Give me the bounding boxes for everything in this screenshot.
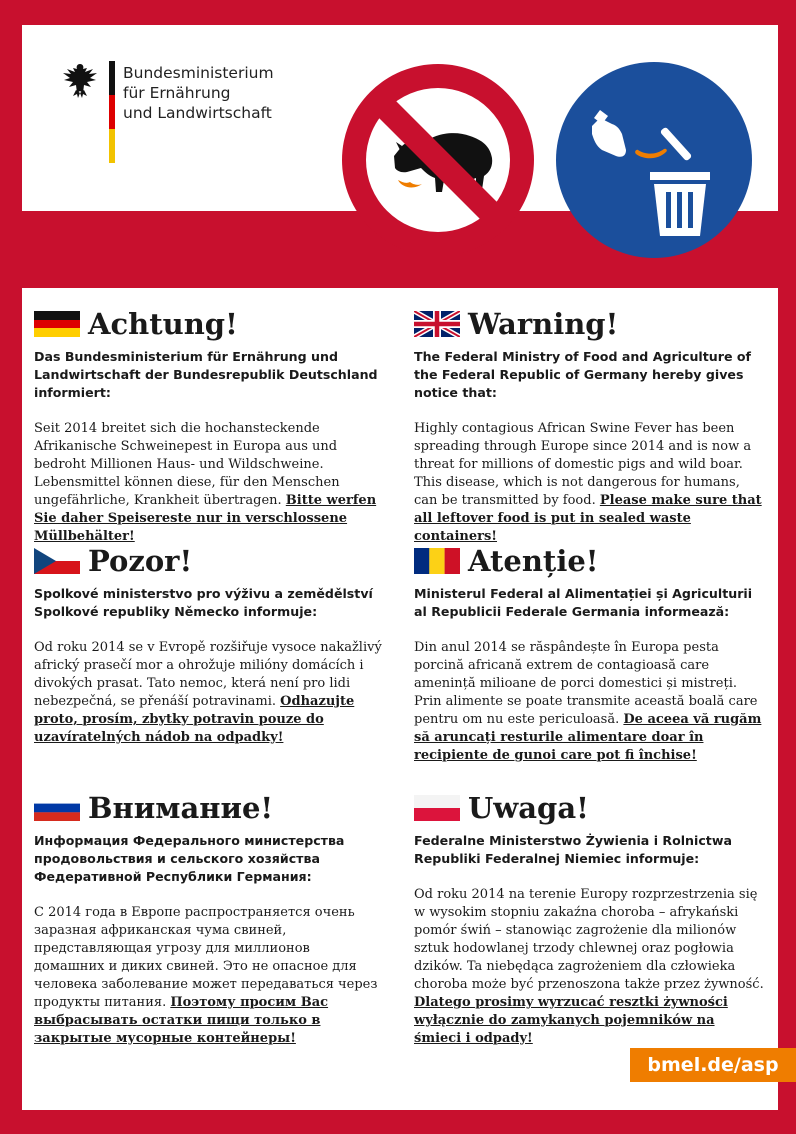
section-subtitle: Federalne Ministerstwo Żywienia i Rolnictwa Republiki Federalnej Niemiec informuje: (414, 833, 732, 866)
section-body: Od roku 2014 se v Evropě rozšiřuje vysoce nakažlivý africký prasečí mor a ohrožuje milióny domácích i divokých prasat. Tato nemoc, která není pro lidi nebezpečná, se přenáší potravinami. Odhazujte proto, prosím, zbytky potravin pouze do uzavíratelných nádob na odpadky! (34, 640, 382, 745)
section-emphasis: Поэтому просим Вас выбрасывать остатки пищи только в закрытые мусорные контейнеры! (34, 995, 329, 1046)
section-subtitle: Spolkové ministerstvo pro výživu a zemědělství Spolkové republiky Německo informuje: (34, 586, 373, 619)
section-title: Achtung! (88, 307, 238, 341)
flag-poland-icon (414, 795, 460, 821)
section-subtitle: Das Bundesministerium für Ernährung und Landwirtschaft der Bundesrepublik Deutschland informiert: (34, 349, 378, 400)
section-russian (34, 788, 384, 1048)
section-body: С 2014 года в Европе распространяется очень заразная африканская чума свиней, представляющая угрозу для миллионов домашних и диких свиней. Это не опасное для человека заболевание может передаваться через продукты питания. Поэтому просим Вас выбрасывать остатки пищи только в закрытые мусорные контейнеры! (34, 905, 378, 1046)
section-subtitle: Ministerul Federal al Alimentației și Agriculturii al Republicii Federale Germania informează: (414, 586, 753, 619)
section-emphasis: Dlatego prosimy wyrzucać resztki żywności wyłącznie do zamykanych pojemników na śmieci i odpady! (414, 995, 728, 1046)
ministry-line-1: Bundesministerium (123, 64, 274, 82)
waste-bin-sign-icon (556, 62, 752, 258)
section-emphasis: Bitte werfen Sie daher Speisereste nur in verschlossene Müllbehälter! (34, 493, 377, 544)
section-title: Atenție! (468, 544, 599, 578)
section-body: Din anul 2014 se răspândește în Europa pesta porcină africană extrem de contagioasă care amenință milioane de porci domestici și mistreți. Prin alimente se poate transmite această boală care pentru om nu este periculoasă. De aceea vă rugăm să aruncați resturile alimentare doar în recipiente de gunoi care pot fi închise! (414, 640, 762, 763)
ministry-name (123, 63, 274, 123)
section-title: Внимание! (88, 791, 274, 825)
no-boar-feeding-sign-icon (342, 64, 534, 256)
ministry-line-3: und Landwirtschaft (123, 104, 272, 122)
flag-czech-icon (34, 548, 80, 574)
section-czech (34, 541, 384, 747)
section-english (414, 304, 764, 546)
flag-germany-icon (34, 311, 80, 337)
section-german (34, 304, 384, 546)
section-emphasis: Odhazujte proto, prosím, zbytky potravin pouze do uzavíratelných nádob na odpadky! (34, 694, 355, 745)
flag-romania-icon (414, 548, 460, 574)
ministry-line-2: für Ernährung (123, 84, 231, 102)
website-link[interactable]: bmel.de/asp (630, 1048, 796, 1082)
german-color-bar (109, 61, 115, 163)
section-title: Warning! (468, 307, 619, 341)
flag-russia-icon (34, 795, 80, 821)
section-romanian (414, 541, 764, 765)
section-emphasis: De aceea vă rugăm să aruncați resturile alimentare doar în recipiente de gunoi care pot fi închise! (414, 712, 762, 763)
section-title: Pozor! (88, 544, 193, 578)
section-title: Uwaga! (468, 791, 589, 825)
section-emphasis: Please make sure that all leftover food is put in sealed waste containers! (414, 493, 762, 544)
section-body: Od roku 2014 na terenie Europy rozprzestrzenia się w wysokim stopniu zakaźna choroba – afrykański pomór świń – stanowiąc zagrożenie dla milionów sztuk hodowlanej trzody chlewnej oraz pogłowia dzików. Ta niebędąca zagrożeniem dla człowieka choroba może być przenoszona także przez żywność. Dlatego prosimy wyrzucać resztki żywności wyłącznie do zamykanych pojemników na śmieci i odpady! (414, 887, 764, 1046)
section-subtitle: The Federal Ministry of Food and Agriculture of the Federal Republic of Germany hereby gives notice that: (414, 349, 751, 400)
section-subtitle: Информация Федерального министерства продовольствия и сельского хозяйства Федеративной Республики Германия: (34, 833, 345, 884)
section-body: Seit 2014 breitet sich die hochansteckende Afrikanische Schweinepest in Europa aus und bedroht Millionen Haus- und Wildschweine. Lebensmittel können diese, für den Menschen ungefährliche, Krankheit übertragen. Bitte werfen Sie daher Speisereste nur in verschlossene Müllbehälter! (34, 421, 377, 544)
section-polish (414, 788, 764, 1048)
eagle-icon (62, 61, 98, 101)
section-body: Highly contagious African Swine Fever has been spreading through Europe since 2014 and is now a threat for millions of domestic pigs and wild boar. This disease, which is not dangerous for humans, can be transmitted by food. Please make sure that all leftover food is put in sealed waste containers! (414, 421, 762, 544)
content-panel (22, 288, 778, 1110)
flag-uk-icon (414, 311, 460, 337)
